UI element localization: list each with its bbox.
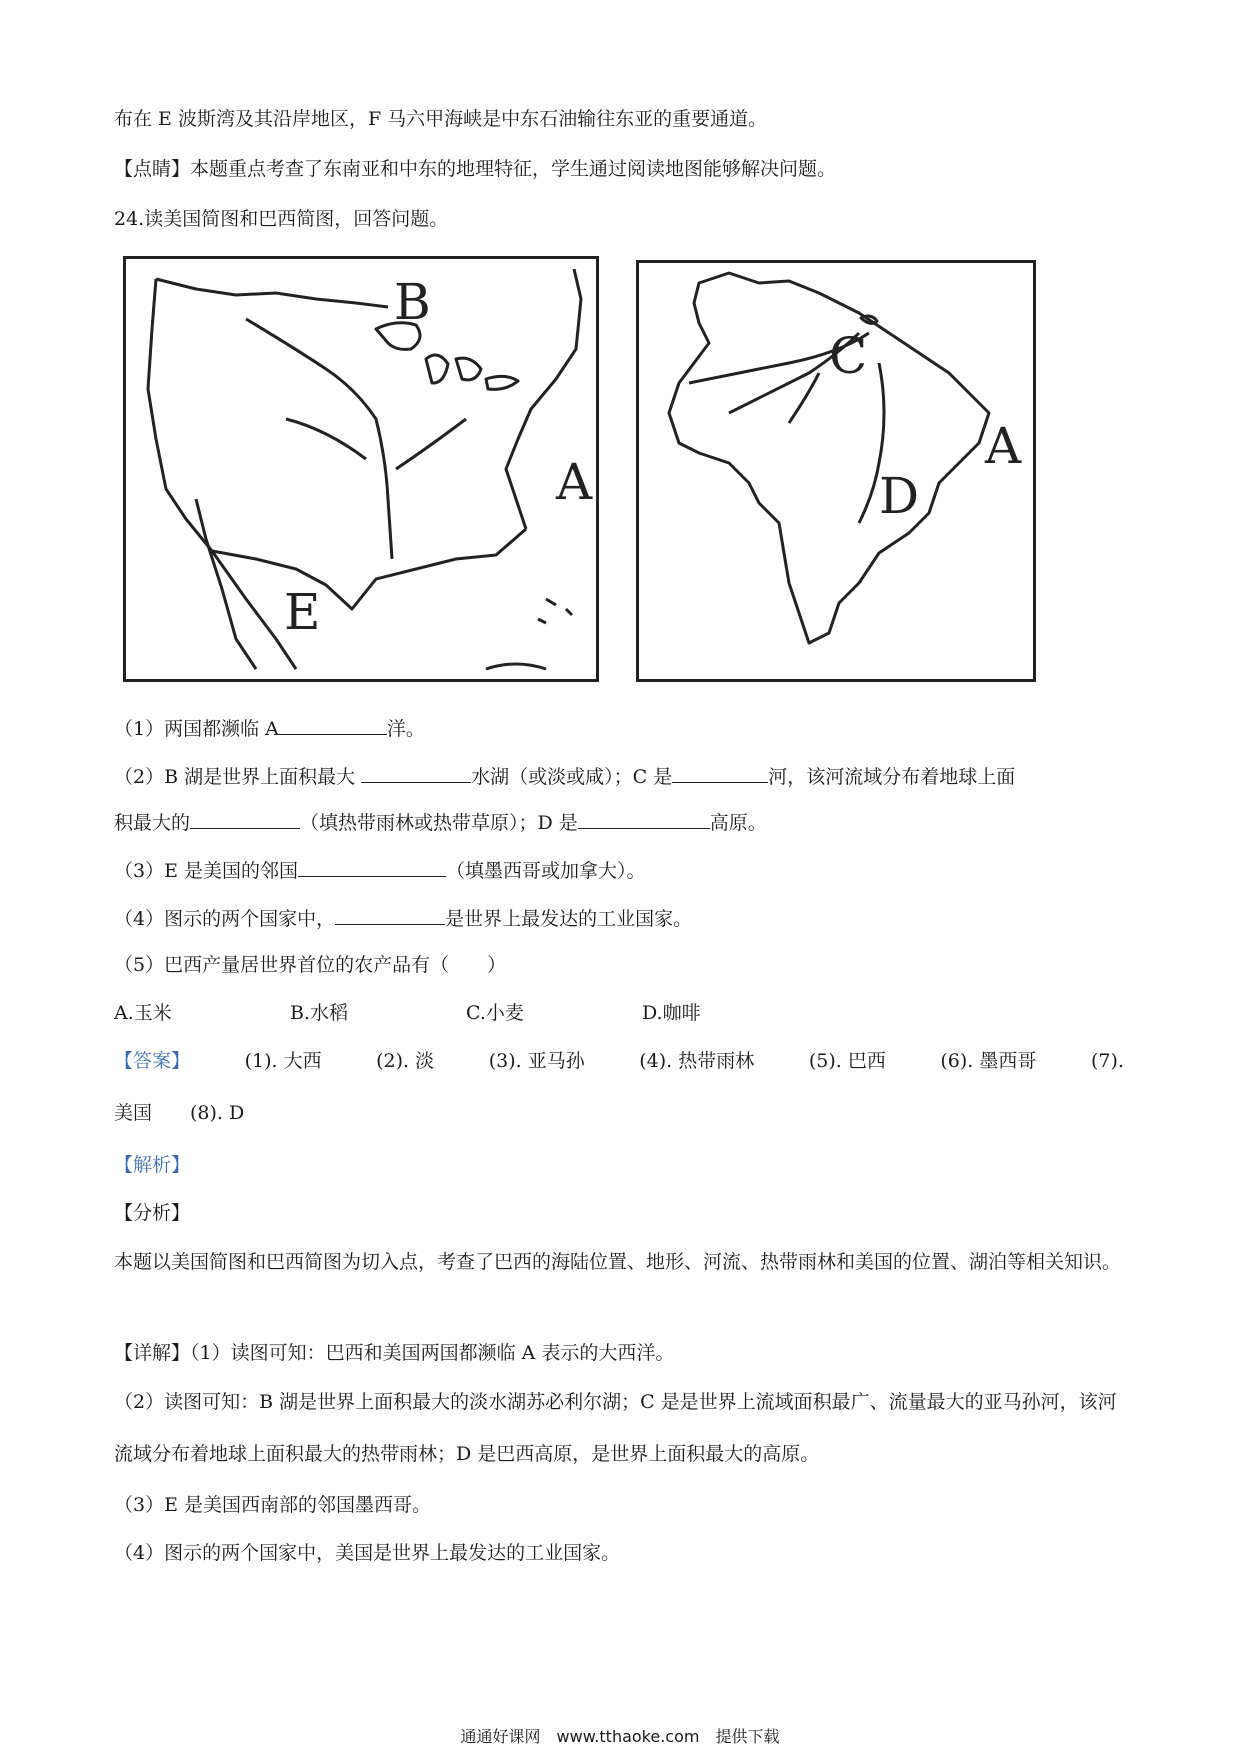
- usa-north-border: [156, 279, 388, 307]
- lake-michigan: [426, 355, 448, 383]
- jiexi-tag: 【解析】: [114, 1154, 191, 1176]
- q2-blank-4[interactable]: [578, 808, 710, 829]
- detail-1: （1）读图可知：巴西和美国两国都濒临 A 表示的大西洋。: [190, 1342, 675, 1364]
- brazil-label-a: A: [985, 417, 1022, 475]
- fenxi-text: 本题以美国简图和巴西简图为切入点，考查了巴西的海陆位置、地形、河流、热带雨林和美国的位置、湖泊等相关知识。: [114, 1251, 1122, 1273]
- lake-erie: [486, 376, 518, 389]
- q4-text-b: 是世界上最发达的工业国家。: [445, 908, 693, 930]
- question-2-line-2: [114, 808, 767, 836]
- usa-south-border: [212, 529, 526, 609]
- mississippi-river: [246, 319, 392, 559]
- ohio-river: [396, 419, 466, 469]
- q2-blank-3[interactable]: [190, 808, 300, 829]
- q2-text-e: （填热带雨林或热带草原）；D 是: [300, 812, 578, 834]
- question-2-line-1: [114, 762, 1015, 790]
- options-row: [114, 1000, 1124, 1026]
- brazil-map-drawing: [639, 263, 1033, 679]
- footer-text: 通通好课网 www.tthaoke.com 提供下载: [460, 1727, 780, 1746]
- q1-text-b: 洋。: [386, 718, 425, 740]
- option-a[interactable]: A.玉米: [114, 1002, 172, 1024]
- detail-3: （3）E 是美国西南部的邻国墨西哥。: [114, 1494, 431, 1516]
- q1-text-a: （1）两国都濒临 A: [114, 718, 279, 740]
- question-24-title: 24.读美国简图和巴西简图，回答问题。: [114, 208, 449, 230]
- usa-label-a: A: [556, 453, 593, 511]
- usa-label-e: E: [284, 583, 321, 641]
- answer-item-7: (7).: [1090, 1050, 1124, 1072]
- tributary-1: [286, 419, 366, 459]
- cuba-shape: [486, 664, 546, 669]
- usa-west-coast: [148, 279, 212, 551]
- q3-blank[interactable]: [298, 856, 446, 877]
- usa-map: [123, 256, 599, 682]
- q2-text-d: 积最大的: [114, 812, 191, 834]
- question-4: [114, 904, 692, 932]
- q2-blank-1[interactable]: [361, 762, 471, 783]
- usa-label-b: B: [394, 273, 431, 331]
- detail-2: （2）读图可知：B 湖是世界上面积最大的淡水湖苏必利尔湖；C 是是世界上流域面积最广、流量最大的亚马孙河，该河流域分布着地球上面积最大的热带雨林；D 是巴西高原，是世界上面积最大的高原。: [114, 1391, 1117, 1465]
- q2-text-a: （2）B 湖是世界上面积最大: [114, 766, 362, 788]
- q2-text-f: 高原。: [709, 812, 767, 834]
- detail-tag: 【详解】: [114, 1342, 191, 1364]
- answer-tag: 【答案】: [114, 1050, 191, 1072]
- detail-4: （4）图示的两个国家中，美国是世界上最发达的工业国家。: [114, 1542, 621, 1564]
- brazil-label-c: C: [829, 327, 868, 385]
- brazil-label-d: D: [879, 467, 920, 525]
- question-1: [114, 714, 425, 742]
- dianjing-text: 本题重点考查了东南亚和中东的地理特征，学生通过阅读地图能够解决问题。: [190, 158, 837, 180]
- answer-item-3: (3). 亚马孙: [488, 1050, 585, 1072]
- question-3: [114, 856, 646, 884]
- baja-peninsula: [196, 499, 256, 669]
- text-line-1: 布在 E 波斯湾及其沿岸地区，F 马六甲海峡是中东石油输往东亚的重要通道。: [114, 108, 768, 130]
- caribbean-islands: [538, 599, 572, 623]
- answer-item-4: (4). 热带雨林: [639, 1050, 755, 1072]
- question-5: （5）巴西产量居世界首位的农产品有（ ）: [114, 954, 507, 976]
- q2-blank-2[interactable]: [672, 762, 768, 783]
- q4-blank[interactable]: [335, 904, 445, 925]
- q2-text-b: 水湖（或淡或咸）；C 是: [471, 766, 673, 788]
- option-b[interactable]: B.水稻: [290, 1002, 349, 1024]
- fenxi-tag: 【分析】: [114, 1202, 191, 1224]
- dianjing-line: [114, 156, 836, 182]
- option-c[interactable]: C.小麦: [466, 1002, 524, 1024]
- dianjing-tag: 【点睛】: [114, 158, 191, 180]
- q3-text-b: （填墨西哥或加拿大）。: [446, 860, 646, 882]
- lake-huron: [456, 358, 481, 380]
- detail-1-line: [114, 1340, 674, 1366]
- q3-text-a: （3）E 是美国的邻国: [114, 860, 298, 882]
- answer-item-2: (2). 淡: [376, 1050, 435, 1072]
- answer-item-1: (1). 大西: [244, 1050, 322, 1072]
- q1-blank[interactable]: [279, 714, 387, 735]
- q2-text-c: 河，该河流域分布着地球上面: [768, 766, 1016, 788]
- option-d[interactable]: D.咖啡: [642, 1002, 701, 1024]
- answer-continuation: 美国 (8). D: [114, 1102, 245, 1124]
- usa-map-drawing: [126, 259, 596, 679]
- answer-row: [114, 1048, 1124, 1074]
- brazil-map: [636, 260, 1036, 682]
- q4-text-a: （4）图示的两个国家中，: [114, 908, 336, 930]
- answer-item-6: (6). 墨西哥: [940, 1050, 1037, 1072]
- answer-item-5: (5). 巴西: [808, 1050, 886, 1072]
